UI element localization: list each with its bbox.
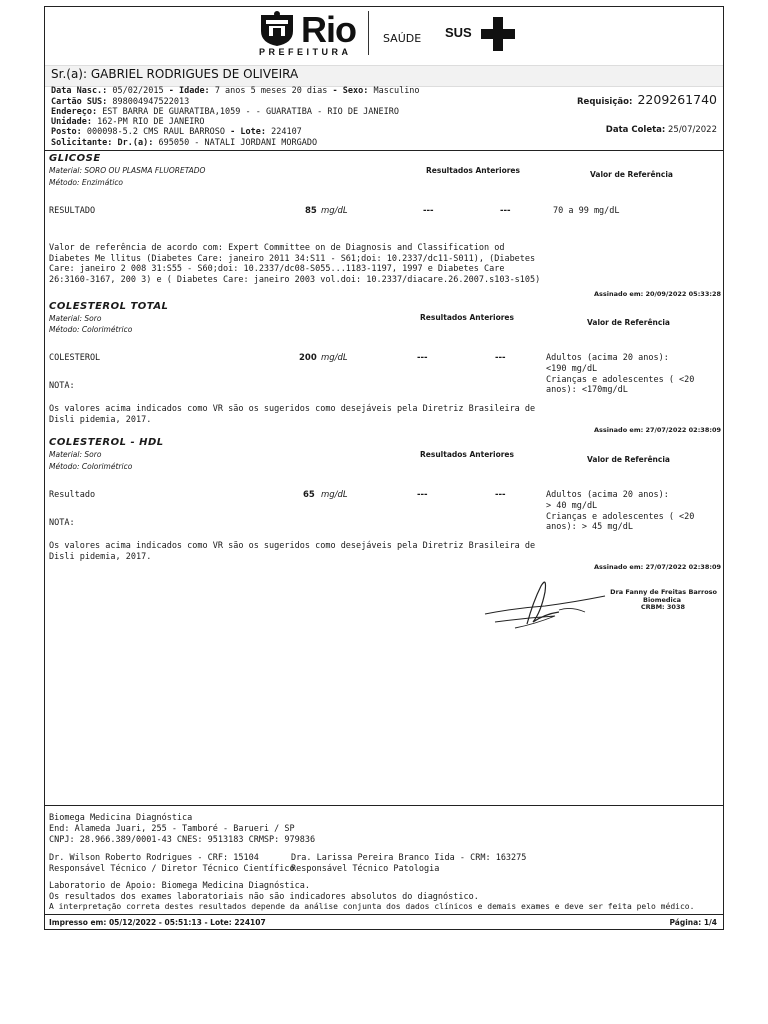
footer-resp2-name: Dra. Larissa Pereira Branco Iida - CRM: 163275 [291, 853, 527, 863]
hdl-ref-1: Adultos (acima 20 anos): [546, 490, 669, 500]
colesterol-prev-1: --- [417, 353, 428, 363]
rio-logo-text: Rio [301, 9, 356, 50]
colesterol-signed: Assinado em: 27/07/2022 02:38:09 [594, 426, 721, 434]
signer-crbm: CRBM: 3038 [640, 603, 685, 611]
glicose-value: 85 [305, 206, 317, 216]
glicose-note: Valor de referência de acordo com: Expert Committee on de Diagnosis and Classification od Diabetes Me llitus (Diabetes Care: janeiro 2011 34:S11 - S61;doi: 10.2337/dc11-S011), (Diabetes Care: janeiro 2 008 31:S55 - S60;doi: 10.2337/dc08-S055...1183-1197, 1997 e Diabetes Care 26:3160-3167, 200 3) e ( Diabetes Care: janeiro 2003 vol.doi: 10.2337/diacare.26.2007.s103-s105) [49, 243, 541, 285]
requester-line: Solicitante: Dr.(a): 695050 - NATALI JORDANI MORGADO [51, 138, 318, 148]
hdl-prev-header: Resultados Anteriores [420, 450, 514, 459]
hdl-value: 65 [303, 490, 315, 500]
glicose-prev-1: --- [423, 206, 434, 216]
footer-disclaimer-2: A interpretação correta destes resultados depende da análise conjunta dos dados clínicos e demais exames e deve ser feita pelo médico. [49, 902, 695, 911]
hdl-ref-header: Valor de Referência [587, 455, 670, 464]
glicose-unit: mg/dL [321, 206, 348, 216]
hdl-prev-2: --- [495, 490, 506, 500]
colesterol-ref-3: Crianças e adolescentes ( <20 [546, 375, 695, 385]
prefeitura-text: PREFEITURA [259, 47, 352, 57]
colesterol-prev-2: --- [495, 353, 506, 363]
footer-bottom-divider [45, 914, 723, 915]
colesterol-material: Material: Soro [49, 314, 102, 323]
requisition: Requisição: 2209261740 [577, 92, 717, 107]
printed-info: Impresso em: 05/12/2022 - 05:51:13 - Lote: 224107 [49, 918, 266, 927]
header-logo [255, 7, 525, 65]
hdl-ref-2: > 40 mg/dL [546, 501, 598, 511]
glicose-ref-header: Valor de Referência [590, 170, 673, 179]
glicose-prev-2: --- [500, 206, 511, 216]
signer-name: Dra Fanny de Freitas Barroso [610, 588, 717, 596]
sus-cross-icon [481, 17, 515, 51]
glicose-signed: Assinado em: 20/09/2022 05:33:28 [594, 290, 721, 298]
hdl-result-label: Resultado [49, 490, 96, 500]
footer-cnpj: CNPJ: 28.966.389/0001-43 CNES: 9513183 CRMSP: 979836 [49, 835, 316, 845]
footer-disclaimer-1: Os resultados dos exames laboratoriais não são indicadores absolutos do diagnóstico. [49, 892, 479, 902]
colesterol-note: Os valores acima indicados como VR são os sugeridos como desejáveis pela Diretriz Brasileira de Disli pidemia, 2017. [49, 404, 536, 425]
hdl-signed: Assinado em: 27/07/2022 02:38:09 [594, 563, 721, 571]
colesterol-unit: mg/dL [321, 353, 348, 363]
address-line: Endereço: EST BARRA DE GUARATIBA,1059 - - GUARATIBA - RIO DE JANEIRO [51, 107, 399, 117]
hdl-method: Método: Colorimétrico [49, 462, 133, 471]
colesterol-result-label: COLESTEROL [49, 353, 101, 363]
glicose-prev-header: Resultados Anteriores [426, 166, 520, 175]
footer-divider [45, 805, 723, 806]
post-line: Posto: 000098-5.2 CMS RAUL BARROSO - Lote: 224107 [51, 127, 302, 137]
saude-text: SAÚDE [383, 32, 422, 45]
page-number: Página: 1/4 [669, 918, 717, 927]
rio-coat-of-arms-icon [257, 11, 297, 47]
colesterol-value: 200 [299, 353, 317, 363]
report-page [44, 6, 724, 930]
colesterol-ref-1: Adultos (acima 20 anos): [546, 353, 669, 363]
hdl-ref-4: anos): > 45 mg/dL [546, 522, 633, 532]
glicose-method: Método: Enzimático [49, 178, 124, 187]
hdl-ref-3: Crianças e adolescentes ( <20 [546, 512, 695, 522]
glicose-material: Material: SORO OU PLASMA FLUORETADO [49, 166, 206, 175]
glicose-title: GLICOSE [49, 153, 101, 164]
handwritten-signature-icon [475, 572, 615, 634]
hdl-material: Material: Soro [49, 450, 102, 459]
collect-date: Data Coleta: 25/07/2022 [605, 125, 717, 135]
footer-support: Laboratorio de Apoio: Biomega Medicina Diagnóstica. [49, 881, 310, 891]
footer-resp2-role: Responsável Técnico Patologia [291, 864, 440, 874]
footer-resp1-role: Responsável Técnico / Diretor Técnico Científico [49, 864, 295, 874]
footer-lab: Biomega Medicina Diagnóstica [49, 813, 193, 823]
sus-text: SUS [445, 25, 472, 40]
glicose-reference: 70 a 99 mg/dL [553, 206, 620, 216]
colesterol-ref-header: Valor de Referência [587, 318, 670, 327]
hdl-nota-label: NOTA: [49, 518, 75, 528]
colesterol-ref-4: anos): <170mg/dL [546, 385, 628, 395]
colesterol-prev-header: Resultados Anteriores [420, 313, 514, 322]
header-divider [45, 150, 723, 151]
colesterol-nota-label: NOTA: [49, 381, 75, 391]
hdl-unit: mg/dL [321, 490, 348, 500]
signer-role: Biomedica [643, 596, 681, 604]
footer-address: End: Alameda Juari, 255 - Tamboré - Barueri / SP [49, 824, 295, 834]
patient-name: Sr.(a): GABRIEL RODRIGUES DE OLIVEIRA [51, 67, 299, 81]
hdl-title: COLESTEROL - HDL [49, 437, 164, 448]
logo-divider [368, 11, 369, 55]
glicose-result-label: RESULTADO [49, 206, 96, 216]
footer-resp1-name: Dr. Wilson Roberto Rodrigues - CRF: 15104 [49, 853, 259, 863]
hdl-note: Os valores acima indicados como VR são os sugeridos como desejáveis pela Diretriz Brasileira de Disli pidemia, 2017. [49, 541, 536, 562]
sus-card-line: Cartão SUS: 898004947522013 [51, 97, 190, 107]
hdl-prev-1: --- [417, 490, 428, 500]
colesterol-title: COLESTEROL TOTAL [49, 301, 169, 312]
birth-age-line: Data Nasc.: 05/02/2015 - Idade: 7 anos 5 meses 20 dias - Sexo: Masculino [51, 86, 420, 96]
unit-line: Unidade: 162-PM RIO DE JANEIRO [51, 117, 205, 127]
colesterol-ref-2: <190 mg/dL [546, 364, 598, 374]
colesterol-method: Método: Colorimétrico [49, 325, 133, 334]
